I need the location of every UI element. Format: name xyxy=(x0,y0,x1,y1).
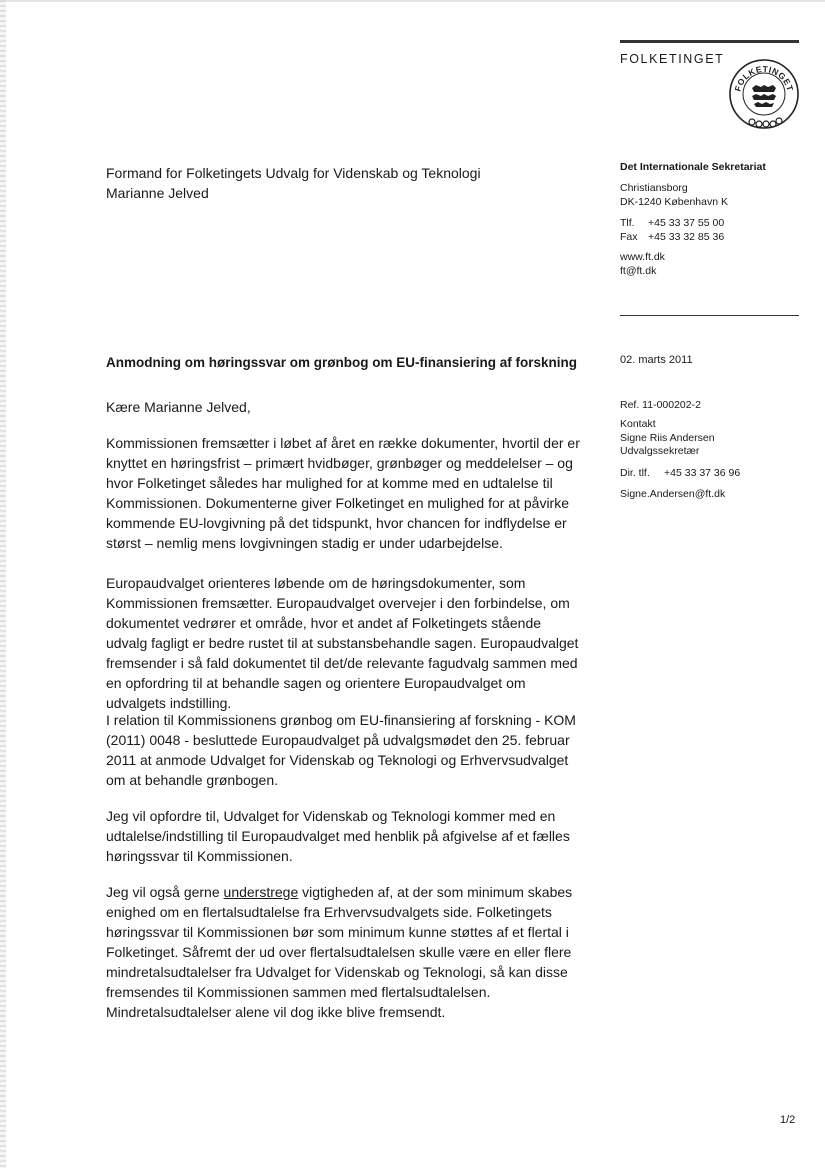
recipient-name: Marianne Jelved xyxy=(106,185,209,201)
scan-edge-top xyxy=(0,0,825,2)
paragraph-5: Jeg vil også gerne understrege vigtigheden af, at der som minimum skabes enighed om en flertalsudtalelse fra Erhvervsudvalgets side. Folketingets høringssvar til Kommissionen bør som minimum kunne støttes af et flertal i Folketinget. Såfremt der ud over flertalsudtalelsen skulle være en eller flere mindretalsudtalelser fra Udvalget for Videnskab og Teknologi, så kan disse fremsendes til Kommissionen sammen med flertalsudtalelsen. Mindretalsudtalelser alene vil dog ikke blive fremsendt. xyxy=(106,884,573,1020)
contact-label: Kontakt xyxy=(620,418,656,430)
paragraph-2: Europaudvalget orienteres løbende om de høringsdokumenter, som Kommissionen fremsætter. Europaudvalget overvejer i den forbindelse, om dokumentet vedrører et område, hvor et andet af Folketingets stående udvalg fagligt er bedre rustet til at substansbehandle sagen. Europaudvalget fremsender i så fald dokumentet til det/de relevante fagudvalg sammen med en opfordring til at behandle sagen og orientere Europaudvalget om udvalgets indstilling. xyxy=(106,575,579,711)
sender-department: Det Internationale Sekretariat xyxy=(620,161,766,173)
sender-phone-fax xyxy=(620,217,724,244)
underlined-word: understrege xyxy=(223,884,299,900)
contact-title: Udvalgssekretær xyxy=(620,445,700,457)
website-link[interactable]: www.ft.dk xyxy=(620,251,665,263)
header-rule xyxy=(620,40,799,43)
paragraph-4: Jeg vil opfordre til, Udvalget for Videnskab og Teknologi kommer med en udtalelse/indstilling til Europaudvalget med henblik på afgivelse af et fælles høringssvar til Kommissionen. xyxy=(106,808,570,864)
sender-web xyxy=(620,251,665,278)
page-number: 1/2 xyxy=(780,1114,796,1126)
fax-label: Fax xyxy=(620,230,638,243)
recipient-line-1: Formand for Folketingets Udvalg for Videnskab og Teknologi xyxy=(106,165,481,181)
contact-email-link[interactable]: Signe.Andersen@ft.dk xyxy=(620,488,726,500)
direct-tel-value: +45 33 37 36 96 xyxy=(664,467,741,479)
paragraph-3: I relation til Kommissionens grønbog om EU-finansiering af forskning - KOM (2011) 0048 - besluttede Europaudvalget på udvalgsmødet den 25. februar 2011 at anmode Udvalget for Videnskab og Teknologi og Erhvervsudvalget om at behandle grønbogen. xyxy=(106,712,576,788)
paragraph-1: Kommissionen fremsætter i løbet af året en række dokumenter, hvortil der er knyttet en høringsfrist – primært hvidbøger, grønbøger og meddelelser – og hvor Folketinget således har mulighed for at komme med en udtalelse til Kommissionen. Dokumenterne giver Folketinget en mulighed for at påvirke kommende EU-lovgivning på det tidspunkt, hvor chancen for indflydelse er størst – nemlig mens lovgivningen stadig er under udarbejdelse. xyxy=(106,435,580,551)
direct-phone xyxy=(620,467,740,481)
organization-name: FOLKETINGET xyxy=(620,52,725,66)
fax-value: +45 33 32 85 36 xyxy=(648,230,725,243)
contact-name: Signe Riis Andersen xyxy=(620,431,715,444)
sender-address: Christiansborg DK-1240 København K xyxy=(620,182,728,208)
recipient-block xyxy=(106,163,481,203)
scan-edge-left xyxy=(0,0,6,1168)
direct-tel-label: Dir. tlf. xyxy=(620,467,650,479)
salutation: Kære Marianne Jelved, xyxy=(106,399,251,415)
email-link[interactable]: ft@ft.dk xyxy=(620,264,657,277)
folketinget-seal-icon xyxy=(728,58,800,130)
contact-block xyxy=(620,418,715,459)
letter-subject: Anmodning om høringssvar om grønbog om EU-finansiering af forskning xyxy=(106,355,578,370)
svg-text:FOLKETINGET: FOLKETINGET xyxy=(732,63,796,93)
reference-number: Ref. 11-000202-2 xyxy=(620,399,701,411)
sidebar-divider xyxy=(620,315,799,316)
tel-value: +45 33 37 55 00 xyxy=(648,217,725,229)
tel-label: Tlf. xyxy=(620,217,635,229)
letter-date: 02. marts 2011 xyxy=(620,354,693,366)
